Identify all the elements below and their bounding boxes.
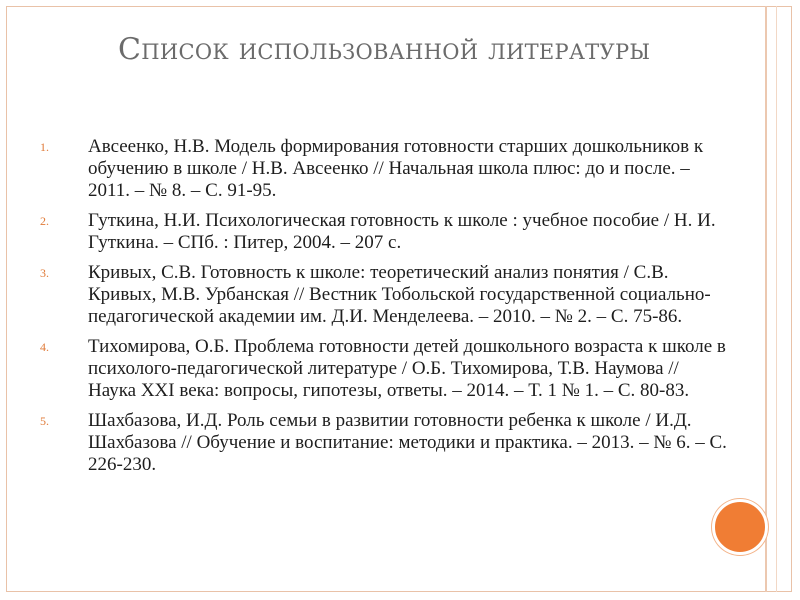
- decorative-circle: [712, 499, 768, 555]
- reference-number: 3.: [40, 266, 49, 280]
- reference-item: [40, 210, 730, 254]
- reference-list: [40, 136, 730, 484]
- reference-item: [40, 336, 730, 402]
- reference-number: 4.: [40, 340, 49, 354]
- reference-number: 2.: [40, 214, 49, 228]
- reference-item: [40, 410, 730, 476]
- reference-number: 5.: [40, 414, 49, 428]
- reference-text: Гуткина, Н.И. Психологическая готовность к школе : учебное пособие / Н. И. Гуткина. – СПб. : Питер, 2004. – 207 с.: [88, 210, 716, 253]
- reference-text: Авсеенко, Н.В. Модель формирования готовности старших дошкольников к обучению в школе / Н.В. Авсеенко // Начальная школа плюс: до и после. – 2011. – № 8. – С. 91-95.: [88, 136, 704, 201]
- reference-text: Кривых, С.В. Готовность к школе: теоретический анализ понятия / С.В. Кривых, М.В. Урбанская // Вестник Тобольской государственной социально-педагогической академии им. Д.И. Менделеева. – 2010. – № 2. – С. 75-86.: [88, 262, 711, 327]
- reference-text: Тихомирова, О.Б. Проблема готовности детей дошкольного возраста к школе в психолого-педагогической литературе / О.Б. Тихомирова, Т.В. Наумова // Наука XXI века: вопросы, гипотезы, ответы. – 2014. – Т. 1 № 1. – С. 80-83.: [88, 336, 726, 401]
- reference-item: [40, 262, 730, 328]
- slide-title: Список использованной литературы: [118, 32, 651, 67]
- reference-item: [40, 136, 730, 202]
- reference-number: 1.: [40, 140, 49, 154]
- decorative-stripe-thin: [776, 6, 777, 592]
- decorative-stripe: [765, 6, 767, 592]
- reference-text: Шахбазова, И.Д. Роль семьи в развитии готовности ребенка к школе / И.Д. Шахбазова // Обучение и воспитание: методики и практика. – 2013. – № 6. – С. 226-230.: [88, 410, 727, 475]
